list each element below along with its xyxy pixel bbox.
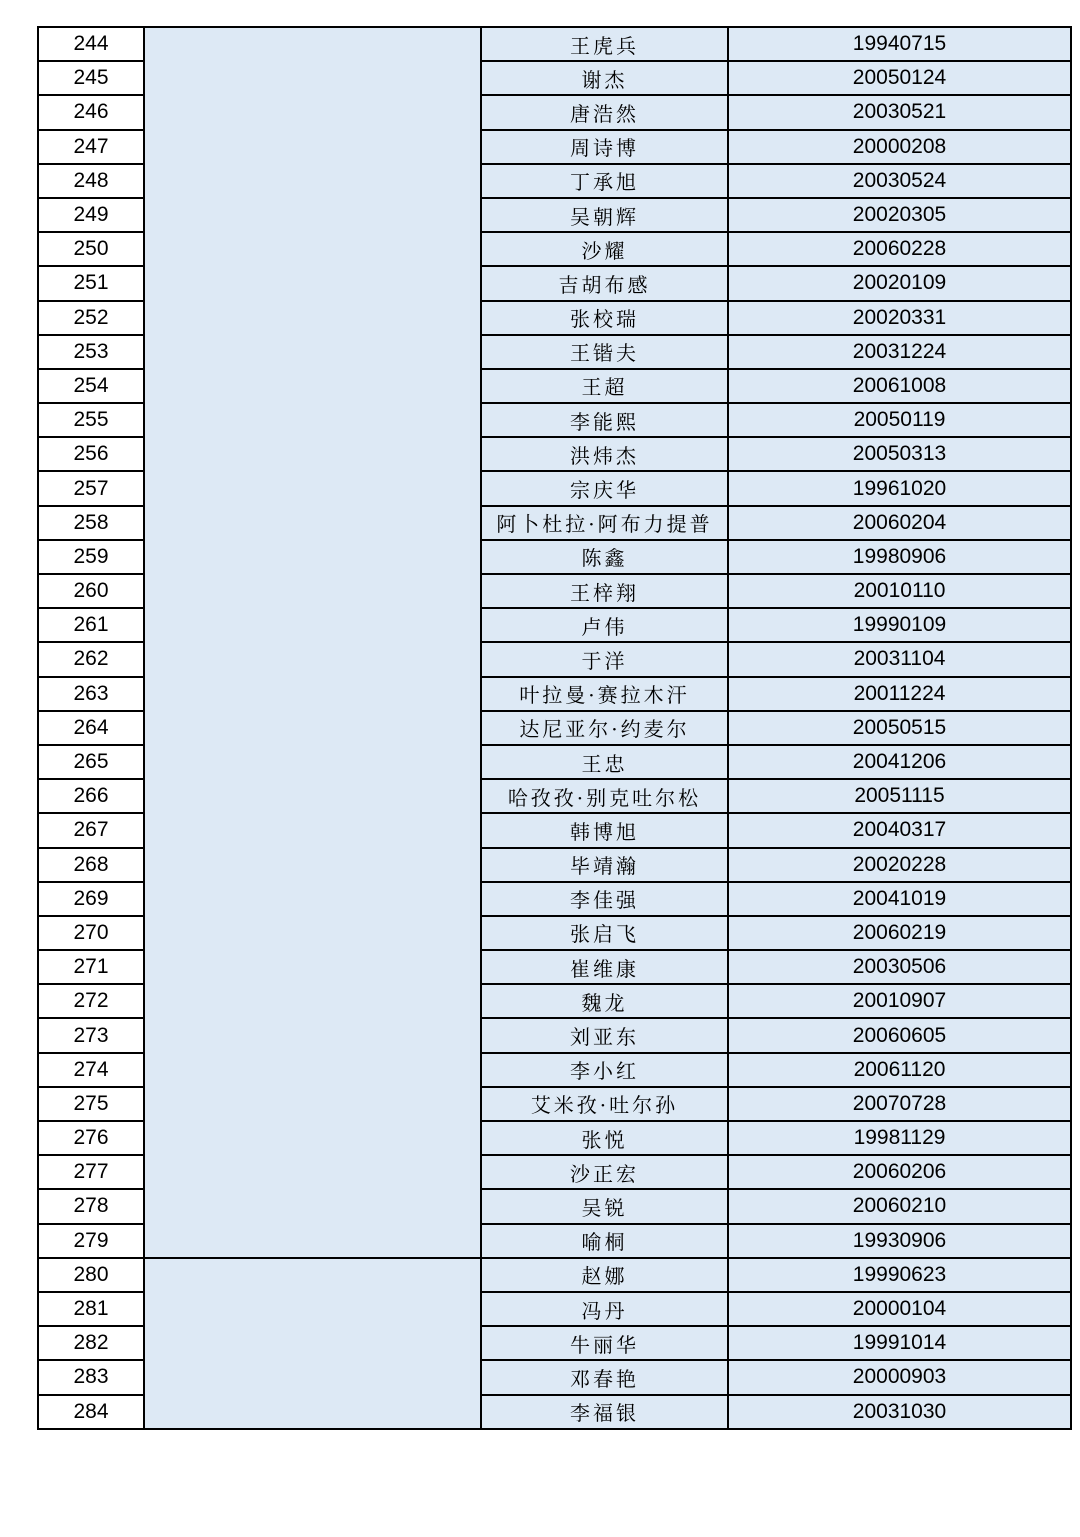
row-number-cell: 262 (38, 642, 144, 676)
name-cell: 李佳强 (481, 882, 728, 916)
name-cell: 丁承旭 (481, 164, 728, 198)
roster-table-body (38, 27, 1071, 1429)
birth-date-cell: 20060204 (728, 506, 1071, 540)
birth-date-cell: 20011224 (728, 677, 1071, 711)
name-cell: 张启飞 (481, 916, 728, 950)
name-cell: 于洋 (481, 642, 728, 676)
table-row (38, 1258, 1071, 1292)
row-number-cell: 250 (38, 232, 144, 266)
name-cell: 李福银 (481, 1395, 728, 1429)
birth-date-cell: 20000208 (728, 130, 1071, 164)
birth-date-cell: 20050515 (728, 711, 1071, 745)
birth-date-cell: 19961020 (728, 471, 1071, 505)
birth-date-cell: 20061008 (728, 369, 1071, 403)
birth-date-cell: 20031104 (728, 642, 1071, 676)
name-cell: 邓春艳 (481, 1360, 728, 1394)
name-cell: 洪炜杰 (481, 437, 728, 471)
row-number-cell: 280 (38, 1258, 144, 1292)
row-number-cell: 247 (38, 130, 144, 164)
birth-date-cell: 20020109 (728, 266, 1071, 300)
birth-date-cell: 20060228 (728, 232, 1071, 266)
name-cell: 冯丹 (481, 1292, 728, 1326)
name-cell: 卢伟 (481, 608, 728, 642)
name-cell: 宗庆华 (481, 471, 728, 505)
name-cell: 张校瑞 (481, 301, 728, 335)
name-cell: 陈鑫 (481, 540, 728, 574)
birth-date-cell: 20031030 (728, 1395, 1071, 1429)
name-cell: 魏龙 (481, 984, 728, 1018)
name-cell: 周诗博 (481, 130, 728, 164)
name-cell: 吉胡布感 (481, 266, 728, 300)
row-number-cell: 268 (38, 848, 144, 882)
name-cell: 王忠 (481, 745, 728, 779)
birth-date-cell: 20060210 (728, 1189, 1071, 1223)
row-number-cell: 269 (38, 882, 144, 916)
row-number-cell: 273 (38, 1018, 144, 1052)
name-cell: 崔维康 (481, 950, 728, 984)
name-cell: 吴锐 (481, 1189, 728, 1223)
row-number-cell: 245 (38, 61, 144, 95)
birth-date-cell: 20010110 (728, 574, 1071, 608)
birth-date-cell: 20041206 (728, 745, 1071, 779)
row-number-cell: 275 (38, 1087, 144, 1121)
birth-date-cell: 20020331 (728, 301, 1071, 335)
birth-date-cell: 20050124 (728, 61, 1071, 95)
row-number-cell: 270 (38, 916, 144, 950)
name-cell: 吴朝辉 (481, 198, 728, 232)
row-number-cell: 257 (38, 471, 144, 505)
roster-table (37, 26, 1072, 1430)
name-cell: 毕靖瀚 (481, 848, 728, 882)
birth-date-cell: 20000903 (728, 1360, 1071, 1394)
row-number-cell: 261 (38, 608, 144, 642)
birth-date-cell: 20010907 (728, 984, 1071, 1018)
name-cell: 李能熙 (481, 403, 728, 437)
name-cell: 牛丽华 (481, 1326, 728, 1360)
name-cell: 李小红 (481, 1053, 728, 1087)
birth-date-cell: 20060605 (728, 1018, 1071, 1052)
birth-date-cell: 19930906 (728, 1224, 1071, 1258)
name-cell: 赵娜 (481, 1258, 728, 1292)
name-cell: 沙正宏 (481, 1155, 728, 1189)
row-number-cell: 264 (38, 711, 144, 745)
row-number-cell: 272 (38, 984, 144, 1018)
birth-date-cell: 20041019 (728, 882, 1071, 916)
birth-date-cell: 20000104 (728, 1292, 1071, 1326)
row-number-cell: 278 (38, 1189, 144, 1223)
unit-group-cell (144, 27, 481, 1258)
row-number-cell: 265 (38, 745, 144, 779)
row-number-cell: 256 (38, 437, 144, 471)
birth-date-cell: 19990109 (728, 608, 1071, 642)
birth-date-cell: 20030506 (728, 950, 1071, 984)
birth-date-cell: 20060206 (728, 1155, 1071, 1189)
name-cell: 哈孜孜·别克吐尔松 (481, 779, 728, 813)
name-cell: 谢杰 (481, 61, 728, 95)
row-number-cell: 254 (38, 369, 144, 403)
birth-date-cell: 20050313 (728, 437, 1071, 471)
row-number-cell: 281 (38, 1292, 144, 1326)
row-number-cell: 284 (38, 1395, 144, 1429)
row-number-cell: 283 (38, 1360, 144, 1394)
row-number-cell: 244 (38, 27, 144, 61)
row-number-cell: 253 (38, 335, 144, 369)
name-cell: 王超 (481, 369, 728, 403)
row-number-cell: 246 (38, 95, 144, 129)
birth-date-cell: 20060219 (728, 916, 1071, 950)
row-number-cell: 279 (38, 1224, 144, 1258)
name-cell: 张悦 (481, 1121, 728, 1155)
unit-group-cell (144, 1258, 481, 1429)
row-number-cell: 260 (38, 574, 144, 608)
birth-date-cell: 20020305 (728, 198, 1071, 232)
row-number-cell: 248 (38, 164, 144, 198)
row-number-cell: 249 (38, 198, 144, 232)
table-row (38, 27, 1071, 61)
birth-date-cell: 19940715 (728, 27, 1071, 61)
birth-date-cell: 19981129 (728, 1121, 1071, 1155)
row-number-cell: 259 (38, 540, 144, 574)
name-cell: 刘亚东 (481, 1018, 728, 1052)
birth-date-cell: 20030524 (728, 164, 1071, 198)
name-cell: 艾米孜·吐尔孙 (481, 1087, 728, 1121)
name-cell: 王虎兵 (481, 27, 728, 61)
row-number-cell: 258 (38, 506, 144, 540)
name-cell: 达尼亚尔·约麦尔 (481, 711, 728, 745)
row-number-cell: 276 (38, 1121, 144, 1155)
row-number-cell: 251 (38, 266, 144, 300)
name-cell: 王锴夫 (481, 335, 728, 369)
birth-date-cell: 20030521 (728, 95, 1071, 129)
row-number-cell: 252 (38, 301, 144, 335)
name-cell: 韩博旭 (481, 813, 728, 847)
birth-date-cell: 20020228 (728, 848, 1071, 882)
birth-date-cell: 19991014 (728, 1326, 1071, 1360)
name-cell: 喻桐 (481, 1224, 728, 1258)
row-number-cell: 267 (38, 813, 144, 847)
birth-date-cell: 19990623 (728, 1258, 1071, 1292)
row-number-cell: 255 (38, 403, 144, 437)
birth-date-cell: 20061120 (728, 1053, 1071, 1087)
name-cell: 叶拉曼·赛拉木汗 (481, 677, 728, 711)
birth-date-cell: 20051115 (728, 779, 1071, 813)
birth-date-cell: 20070728 (728, 1087, 1071, 1121)
row-number-cell: 282 (38, 1326, 144, 1360)
birth-date-cell: 20031224 (728, 335, 1071, 369)
birth-date-cell: 20050119 (728, 403, 1071, 437)
name-cell: 沙耀 (481, 232, 728, 266)
row-number-cell: 263 (38, 677, 144, 711)
name-cell: 王梓翔 (481, 574, 728, 608)
row-number-cell: 271 (38, 950, 144, 984)
row-number-cell: 277 (38, 1155, 144, 1189)
row-number-cell: 274 (38, 1053, 144, 1087)
name-cell: 唐浩然 (481, 95, 728, 129)
name-cell: 阿卜杜拉·阿布力提普 (481, 506, 728, 540)
row-number-cell: 266 (38, 779, 144, 813)
birth-date-cell: 20040317 (728, 813, 1071, 847)
birth-date-cell: 19980906 (728, 540, 1071, 574)
